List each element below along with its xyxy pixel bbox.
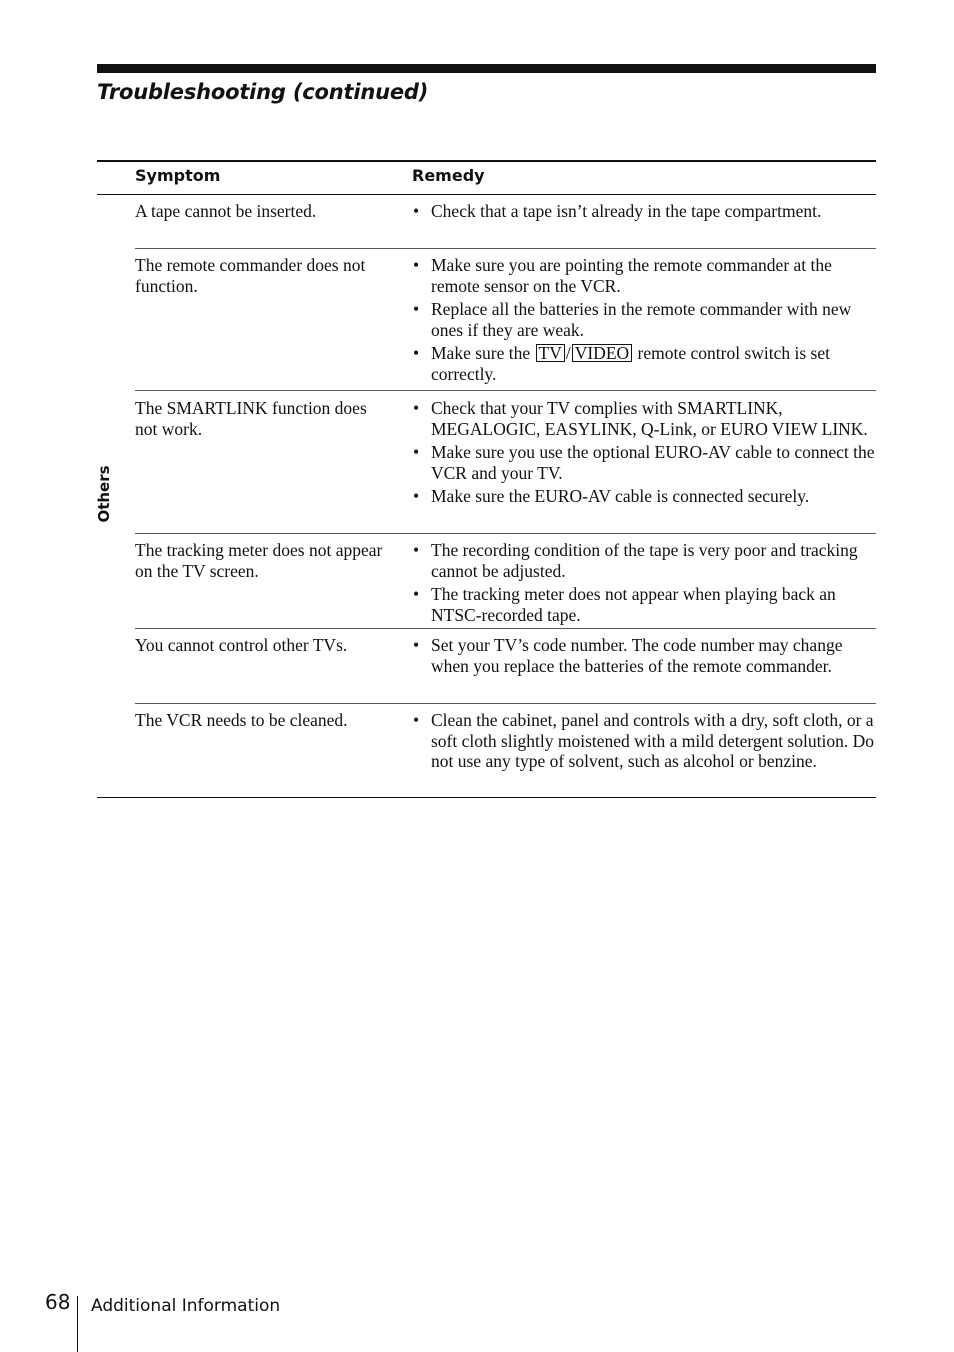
- symptom-text: The VCR needs to be cleaned.: [135, 710, 348, 730]
- remedy-column-header: Remedy: [412, 166, 485, 185]
- video-switch-key: VIDEO: [572, 344, 632, 362]
- remedy-list: [413, 540, 876, 628]
- remedy-item: • Make sure you use the optional EURO-AV cable to connect the VCR and your TV.: [413, 442, 875, 483]
- table-row: [135, 201, 876, 249]
- remedy-item: • Check that your TV complies with SMARTLINK, MEGALOGIC, EASYLINK, Q-Link, or EURO VIEW LINK.: [413, 398, 868, 439]
- remedy-item: • Replace all the batteries in the remote commander with new ones if they are weak.: [413, 299, 852, 340]
- remedy-item: • Make sure the TV / VIDEO remote control switch is set correctly.: [413, 343, 830, 384]
- header-divider: [97, 194, 876, 195]
- table-row: [135, 255, 876, 391]
- footer-divider: [77, 1296, 78, 1352]
- table-bottom-rule: [97, 797, 876, 798]
- remedy-list: [413, 255, 876, 387]
- remedy-item: • The tracking meter does not appear when playing back an NTSC-recorded tape.: [413, 584, 836, 625]
- symptom-text: The tracking meter does not appear on the TV screen.: [135, 540, 383, 581]
- table-row: [135, 635, 876, 704]
- remedy-item: • Make sure you are pointing the remote commander at the remote sensor on the VCR.: [413, 255, 832, 296]
- remedy-item: • Check that a tape isn’t already in the tape compartment.: [413, 201, 822, 221]
- symptom-text: You cannot control other TVs.: [135, 635, 348, 655]
- symptom-column-header: Symptom: [135, 166, 221, 185]
- table-row: [135, 540, 876, 629]
- symptom-text: The SMARTLINK function does not work.: [135, 398, 367, 439]
- remedy-item: • The recording condition of the tape is very poor and tracking cannot be adjusted.: [413, 540, 858, 581]
- table-top-rule: [97, 160, 876, 162]
- remedy-item: • Clean the cabinet, panel and controls with a dry, soft cloth, or a soft cloth slightly moistened with a mild detergent solution. Do not use any type of solvent, such as alcohol or benzine.: [413, 710, 874, 771]
- page-title: Troubleshooting (continued): [97, 80, 429, 104]
- symptom-text: A tape cannot be inserted.: [135, 201, 317, 221]
- remedy-list: [413, 201, 876, 225]
- footer-section-label: Additional Information: [91, 1296, 281, 1316]
- remedy-list: [413, 398, 876, 510]
- table-row: [135, 710, 876, 797]
- remedy-list: [413, 710, 876, 775]
- header-rule: [97, 64, 876, 73]
- table-row: [135, 398, 876, 534]
- remedy-list: [413, 635, 876, 679]
- tv-switch-key: TV: [536, 344, 565, 362]
- symptom-text: The remote commander does not function.: [135, 255, 366, 296]
- remedy-item: • Set your TV’s code number. The code number may change when you replace the batteries of the remote commander.: [413, 635, 843, 676]
- remedy-item: • Make sure the EURO-AV cable is connected securely.: [413, 486, 810, 506]
- page-number: 68: [45, 1290, 71, 1314]
- side-tab-label: Others: [95, 465, 113, 523]
